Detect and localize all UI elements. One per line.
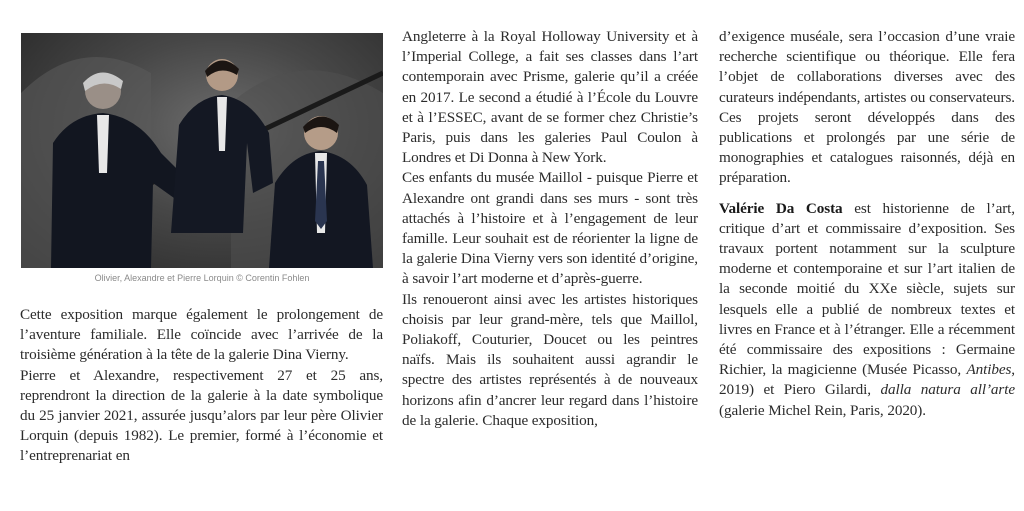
paragraph: Ces enfants du musée Maillol - puisque Pierre et Alexandre ont grandi dans ses murs - sont très attachés à l’histoire et à l’engagement de leur famille. Leur souhait est de réorienter la ligne de la galerie Dina Vierny vers son identité d’origine, à savoir l’art moderne et d’après-guerre. [402,169,698,288]
article-column-1 [20,305,383,467]
paragraph: d’exigence muséale, sera l’occasion d’une vraie recherche scientifique ou théorique. Elle fera l’objet de collaborations diverses avec des curateurs indépendants, artistes ou conservateurs. Ces projets seront développés dans des publications et prolongés par une série de monographies et catalogues raisonnés, déjà en préparation. [719,28,1015,187]
article-column-3 [719,27,1015,421]
paragraph: Cette exposition marque également le prolongement de l’aventure familiale. Elle coïncide avec l’arrivée de la troisième génération à la tête de la galerie Dina Vierny. [20,306,383,364]
bio-text: (galerie Michel Rein, Paris, 2020). [719,401,926,419]
author-name: Valérie Da Costa [719,199,843,217]
portrait-photo [21,33,383,268]
paragraph: Angleterre à la Royal Holloway University et à l’Imperial College, a fait ses classes dans l’art contemporain avec Prisme, galerie qu’il a créée en 2017. Le second a étudié à l’École du Louvre et à l’ESSEC, avant de se former chez Christie’s Paris, puis dans les galeries Paul Coulon à Londres et Di Donna à New York. [402,28,698,167]
photo-caption: Olivier, Alexandre et Pierre Lorquin © Corentin Fohlen [94,273,310,283]
bio-text: est historienne de l’art, critique d’art et commissaire d’exposition. Ses travaux portent notamment sur la sculpture moderne et contemporaine et sur l’art italien de la seconde moitié du XXe siècle, sujets sur lesquels elle a publié de nombreux textes et livres en France et à l’étranger. Elle a récemment été commissaire des expositions : Germaine Richier, la magicienne (Musée Picasso, [719,199,1015,379]
bio-italic: Antibes [966,361,1012,379]
bio-text: , 2019) et Piero Gilardi, [719,361,1015,399]
paragraph: Pierre et Alexandre, respectivement 27 et 25 ans, reprendront la direction de la galerie à la date symbolique du 25 janvier 2021, assurée jusqu’alors par leur père Olivier Lorquin (depuis 1982). Le premier, formé à l’économie et l’entreprenariat en [20,366,383,465]
author-bio [719,199,1015,421]
paragraph-spacer [719,189,1015,199]
article-column-2 [402,27,698,431]
paragraph: Ils renoueront ainsi avec les artistes historiques choisis par leur grand-mère, tels que Maillol, Poliakoff, Couturier, Doucet ou les peintres naïfs. Mais ils souhaitent aussi agrandir le spectre des artistes représentés à de nouveaux horizons afin d’ancrer leur regard dans l’histoire de la galerie. Chaque exposition, [402,290,698,429]
portrait-illustration [21,33,383,268]
bio-italic: dalla natura all’arte [880,381,1015,399]
